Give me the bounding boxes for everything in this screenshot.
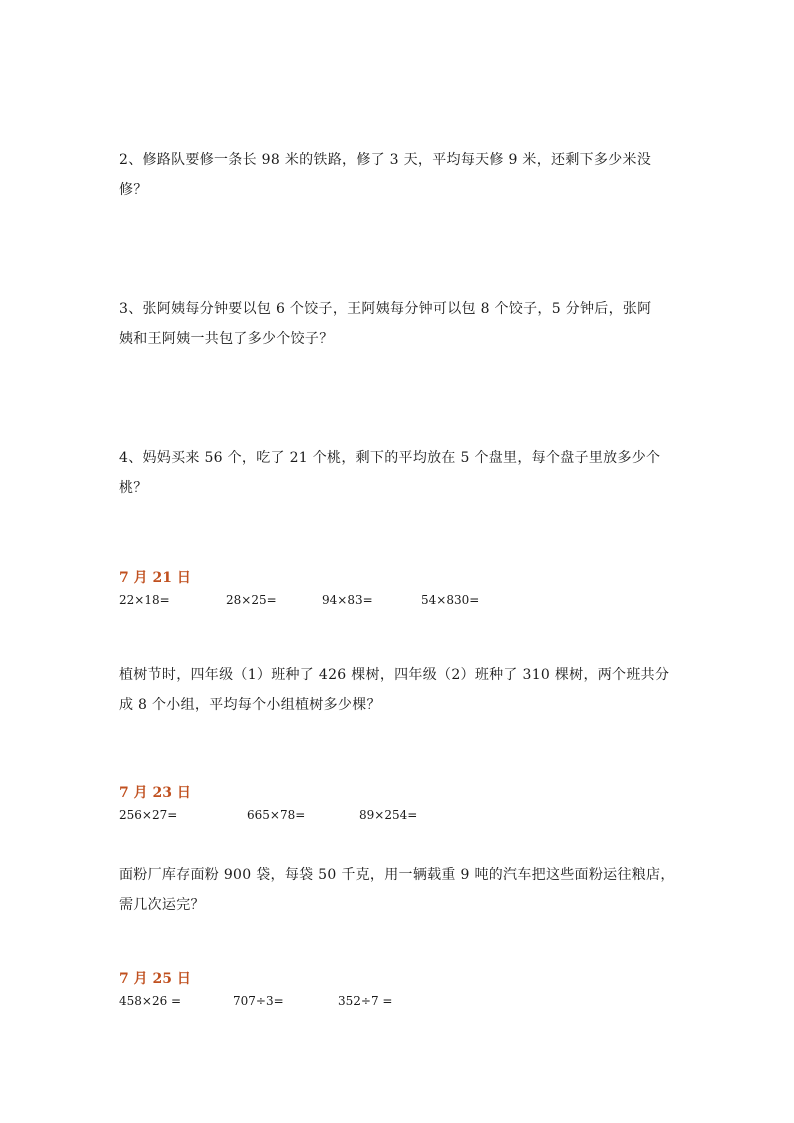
problem-3-line-1: 3、张阿姨每分钟要以包 6 个饺子，王阿姨每分钟可以包 8 个饺子，5 分钟后，张阿 bbox=[119, 301, 652, 317]
word-problem-line-1: 植树节时，四年级（1）班种了 426 棵树，四年级（2）班种了 310 棵树，两个班共分 bbox=[119, 667, 670, 683]
calc-row bbox=[119, 591, 679, 609]
section-jul-23 bbox=[119, 783, 679, 824]
problem-4-line-2: 桃？ bbox=[119, 480, 148, 496]
calc-item: 54×830= bbox=[421, 593, 480, 607]
calc-item: 22×18= bbox=[119, 593, 170, 607]
calc-item: 458×26 = bbox=[119, 994, 182, 1008]
date-heading: 7 月 21 日 bbox=[119, 570, 191, 586]
calc-item: 256×27= bbox=[119, 808, 178, 822]
problem-4 bbox=[119, 443, 679, 503]
calc-item: 28×25= bbox=[226, 593, 277, 607]
calc-item: 352÷7 = bbox=[338, 994, 393, 1008]
calc-row bbox=[119, 992, 679, 1010]
calc-item: 89×254= bbox=[359, 808, 418, 822]
word-problem-line-2: 成 8 个小组，平均每个小组植树多少棵？ bbox=[119, 697, 381, 713]
word-problem-jul-23 bbox=[119, 860, 679, 920]
word-problem-line-2: 需几次运完？ bbox=[119, 897, 205, 913]
word-problem-jul-21 bbox=[119, 660, 679, 720]
problem-3-line-2: 姨和王阿姨一共包了多少个饺子？ bbox=[119, 331, 334, 347]
section-jul-21 bbox=[119, 568, 679, 609]
problem-2 bbox=[119, 145, 679, 205]
problem-3 bbox=[119, 294, 679, 354]
problem-2-text: 2、修路队要修一条长 98 米的铁路，修了 3 天，平均每天修 9 米，还剩下多少米没修？ bbox=[119, 152, 652, 198]
date-heading: 7 月 25 日 bbox=[119, 971, 191, 987]
section-jul-25 bbox=[119, 969, 679, 1010]
calc-row bbox=[119, 806, 679, 824]
date-heading: 7 月 23 日 bbox=[119, 785, 191, 801]
word-problem-line-1: 面粉厂库存面粉 900 袋，每袋 50 千克，用一辆载重 9 吨的汽车把这些面粉运往粮店， bbox=[119, 867, 675, 883]
calc-item: 707÷3= bbox=[233, 994, 284, 1008]
calc-item: 665×78= bbox=[247, 808, 306, 822]
calc-item: 94×83= bbox=[322, 593, 373, 607]
problem-4-line-1: 4、妈妈买来 56 个，吃了 21 个桃，剩下的平均放在 5 个盘里，每个盘子里放多少个 bbox=[119, 450, 661, 466]
